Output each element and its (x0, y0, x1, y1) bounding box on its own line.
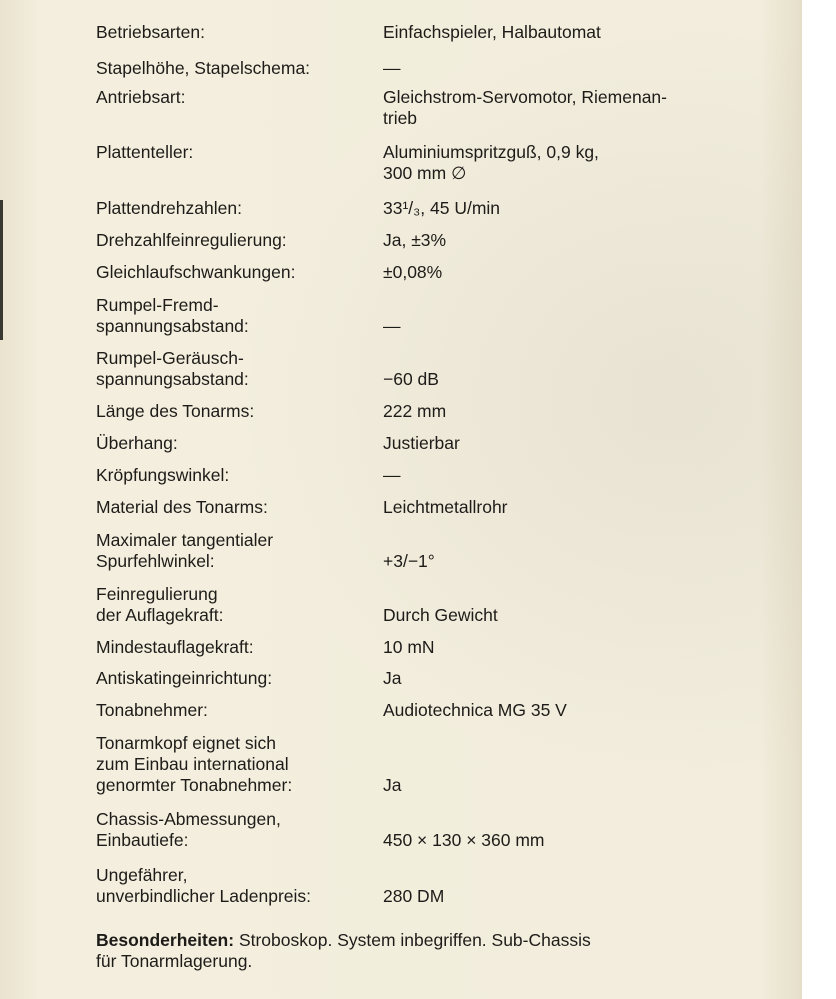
spec-row (96, 337, 756, 390)
spec-value: Durch Gewicht (383, 605, 498, 625)
spec-value: 222 mm (383, 401, 447, 421)
special-features-note (96, 930, 756, 972)
spec-row (96, 134, 756, 187)
spec-label: Antiskatingeinrichtung: (96, 668, 273, 688)
spec-row (96, 572, 756, 626)
spec-row (96, 689, 756, 721)
spec-value: 33¹/₃, 45 U/min (383, 198, 501, 218)
spec-label: Plattenteller: (96, 142, 194, 162)
spec-row (96, 422, 756, 454)
spec-label: Länge des Tonarms: (96, 401, 255, 421)
spec-label: Material des Tonarms: (96, 497, 268, 517)
spec-value: — (383, 58, 401, 78)
spec-value: +3/−1° (383, 551, 435, 571)
spec-label: Antriebsart: (96, 87, 186, 107)
spec-row (96, 43, 756, 79)
spec-label: Überhang: (96, 433, 178, 453)
spec-table (96, 12, 756, 907)
spec-value: Ja, ±3% (383, 230, 447, 250)
spec-row (96, 12, 756, 43)
spec-value: 450 × 130 × 360 mm (383, 830, 545, 850)
spec-row (96, 518, 756, 572)
spec-row (96, 283, 756, 337)
spec-value: Leichtmetallrohr (383, 497, 508, 517)
spec-label: Rumpel-Fremd- spannungsabstand: (96, 295, 249, 336)
spec-value: ±0,08% (383, 262, 443, 282)
spec-label: Maximaler tangentialer Spurfehlwinkel: (96, 530, 274, 571)
special-features-text: Stroboskop. System inbegriffen. Sub-Chassis für Tonarmlagerung. (96, 930, 591, 971)
spec-value: Gleichstrom-Servomotor, Riemenan- trieb (383, 87, 667, 128)
spec-row (96, 626, 756, 658)
spec-value: −60 dB (383, 369, 439, 389)
spec-label: Chassis-Abmessungen, Einbautiefe: (96, 809, 281, 850)
spec-value: Aluminiumspritzguß, 0,9 kg, 300 mm ∅ (383, 142, 599, 183)
spec-value: Audiotechnica MG 35 V (383, 700, 567, 720)
spec-row (96, 251, 756, 283)
spec-value: Ja (383, 775, 402, 795)
spec-label: Ungefährer, unverbindlicher Ladenpreis: (96, 865, 311, 906)
spec-label: Drehzahlfeinregulierung: (96, 230, 287, 250)
spec-row (96, 796, 756, 851)
spec-label: Kröpfungswinkel: (96, 465, 230, 485)
spec-label: Mindestauflagekraft: (96, 637, 254, 657)
spec-label: Tonabnehmer: (96, 700, 208, 720)
spec-row (96, 486, 756, 518)
spec-label: Gleichlaufschwankungen: (96, 262, 296, 282)
spec-row (96, 79, 756, 134)
spec-row (96, 390, 756, 422)
spec-row (96, 454, 756, 486)
spec-label: Tonarmkopf eignet sich zum Einbau international genormter Tonabnehmer: (96, 733, 293, 795)
spec-row (96, 219, 756, 251)
spec-label: Feinregulierung der Auflagekraft: (96, 584, 224, 625)
page-margin (802, 0, 836, 999)
spec-row (96, 721, 756, 796)
spec-row (96, 658, 756, 689)
spec-value: — (383, 465, 401, 485)
spec-value: 10 mN (383, 637, 435, 657)
spec-value: — (383, 316, 401, 336)
spec-label: Rumpel-Geräusch- spannungsabstand: (96, 348, 249, 389)
spec-label: Stapelhöhe, Stapelschema: (96, 58, 311, 78)
spec-row (96, 187, 756, 219)
spec-label: Betriebsarten: (96, 22, 205, 42)
special-features-heading: Besonderheiten: (96, 930, 235, 950)
spec-value: 280 DM (383, 886, 445, 906)
spec-label: Plattendrehzahlen: (96, 198, 242, 218)
binding-edge-mark (0, 200, 3, 340)
spec-value: Ja (383, 668, 402, 688)
spec-row (96, 851, 756, 907)
spec-value: Einfachspieler, Halbautomat (383, 22, 601, 42)
spec-value: Justierbar (383, 433, 460, 453)
